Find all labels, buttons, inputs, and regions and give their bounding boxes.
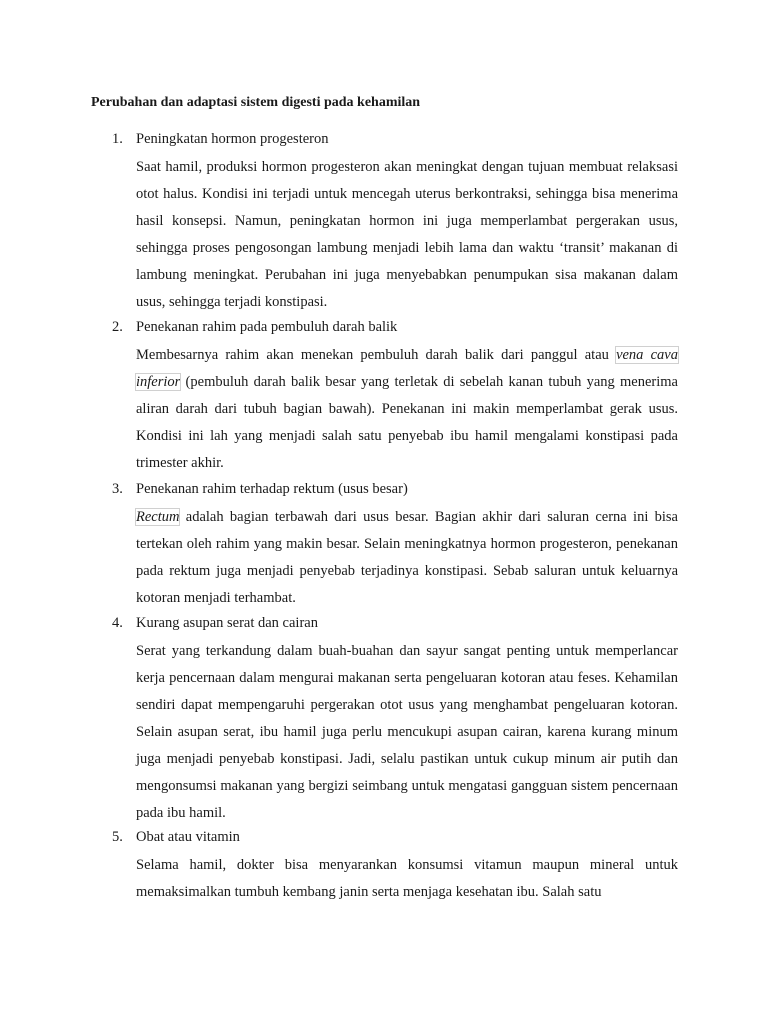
item-paragraph: Serat yang terkandung dalam buah-buahan dan sayur sangat penting untuk memperlancar kerja pencernaan dalam mengurai makanan serta pengeluaran kotoran atau feses. Kehamilan sendiri dapat mempengaruhi pergerakan otot usus yang menghambat pengeluaran kotoran. Selain asupan serat, ibu hamil juga perlu mencukupi asupan cairan, karena kurang minum juga menjadi penyebab konstipasi. Jadi, selalu pastikan untuk cukup minum air putih dan mengonsumsi makanan yang bergizi seimbang untuk mengatasi gangguan sistem pencernaan pada ibu hamil. (136, 643, 678, 821)
list-item-5 (112, 826, 678, 906)
item-paragraph (136, 504, 678, 612)
item-header (112, 478, 678, 500)
paragraph-text: Membesarnya rahim akan menekan pembuluh darah balik dari panggul atau (136, 347, 617, 363)
item-heading: Obat atau vitamin (136, 829, 240, 845)
item-header (112, 826, 678, 848)
italic-term: vena cava inferior (136, 347, 678, 390)
paragraph-text: adalah bagian terbawah dari usus besar. Bagian akhir dari saluran cerna ini bisa tertekan oleh rahim yang makin besar. Selain meningkatnya hormon progesteron, penekanan pada rektum juga menjadi penyebab terjadinya konstipasi. Sebab saluran untuk keluarnya kotoran menjadi terhambat. (136, 509, 678, 606)
item-header (112, 316, 678, 338)
list-item-1 (112, 128, 678, 316)
item-number: 5. (112, 829, 123, 845)
item-number: 4. (112, 615, 123, 631)
item-paragraph: Saat hamil, produksi hormon progesteron akan meningkat dengan tujuan membuat relaksasi otot halus. Kondisi ini terjadi untuk mencegah uterus berkontraksi, sehingga bisa menerima hasil konsepsi. Namun, peningkatan hormon ini juga memperlambat pergerakan usus, sehingga proses pengosongan lambung menjadi lebih lama dan waktu ‘transit’ makanan di lambung meningkat. Perubahan ini juga menyebabkan penumpukan sisa makanan dalam usus, sehingga terjadi konstipasi. (136, 159, 678, 310)
paragraph-text: (pembuluh darah balik besar yang terletak di sebelah kanan tubuh yang menerima aliran darah dari tubuh bagian bawah). Penekanan ini makin memperlambat gerak usus. Kondisi ini lah yang menjadi salah satu penyebab ibu hamil mengalami konstipasi pada trimester akhir. (136, 374, 678, 471)
item-heading: Penekanan rahim pada pembuluh darah balik (136, 319, 398, 335)
list-item-4 (112, 612, 678, 827)
item-heading: Penekanan rahim terhadap rektum (usus besar) (136, 481, 408, 497)
item-number: 2. (112, 319, 123, 335)
list-item-3 (112, 478, 678, 612)
item-heading: Peningkatan hormon progesteron (136, 131, 329, 147)
item-number: 3. (112, 481, 123, 497)
item-paragraph (136, 342, 678, 477)
item-number: 1. (112, 131, 123, 147)
item-heading: Kurang asupan serat dan cairan (136, 615, 318, 631)
item-header (112, 128, 678, 150)
document-title: Perubahan dan adaptasi sistem digesti pada kehamilan (91, 95, 421, 110)
list-item-2 (112, 316, 678, 477)
italic-term: Rectum (136, 509, 180, 525)
item-paragraph: Selama hamil, dokter bisa menyarankan konsumsi vitamun maupun mineral untuk memaksimalkan tumbuh kembang janin serta menjaga kesehatan ibu. Salah satu (136, 857, 678, 900)
item-header (112, 612, 678, 634)
